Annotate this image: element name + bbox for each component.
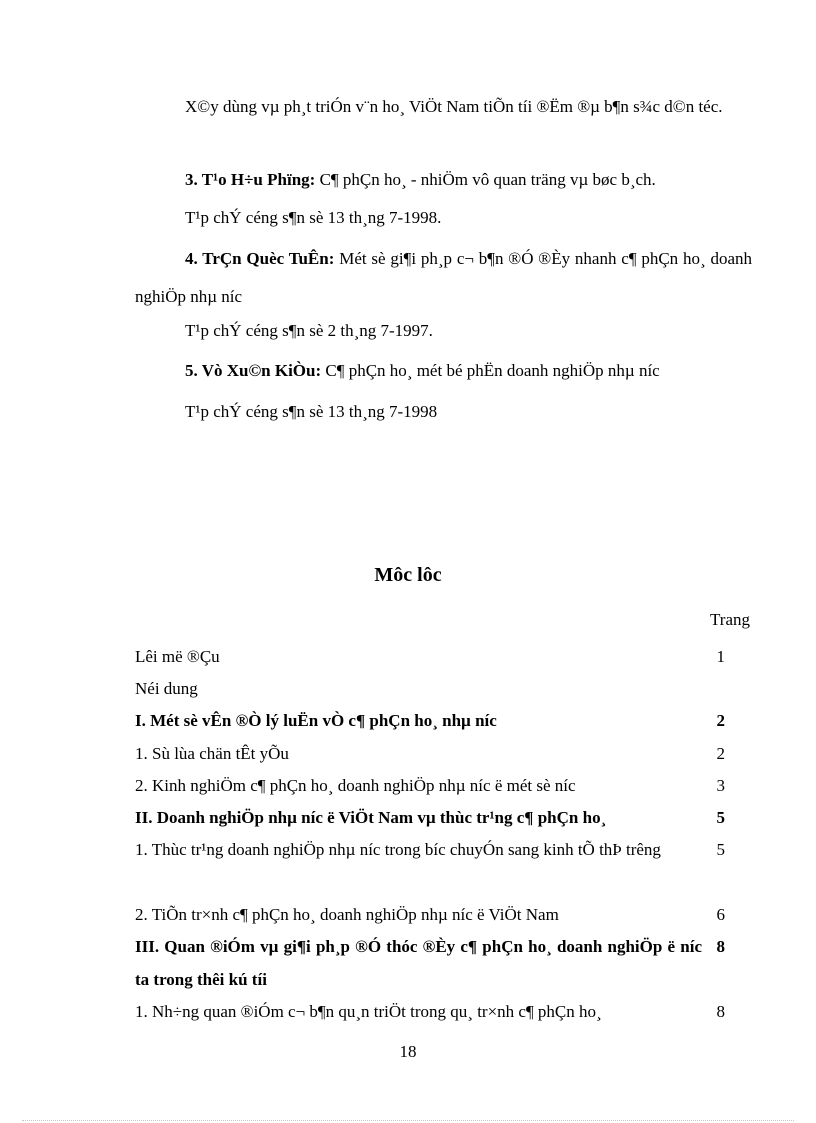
toc-entry[interactable]: [135, 737, 725, 770]
toc-entry-text: 1. Thùc tr¹ng doanh nghiÖp nhµ níc trong bíc chuyÓn sang kinh tÕ thÞ trêng: [135, 840, 661, 859]
toc-entry-text: 2. TiÕn tr×nh c¶ phÇn ho¸ doanh nghiÖp nhµ níc ë ViÖt Nam: [135, 905, 559, 924]
toc-entry-page: 1: [716, 647, 725, 666]
toc-entry-text: Néi dung: [135, 679, 198, 698]
toc-title: Môc lôc: [374, 564, 442, 586]
reference-source: T¹p chÝ céng s¶n sè 13 th¸ng 7-1998.: [185, 208, 442, 227]
reference-item-5: [185, 361, 660, 381]
toc-entry-page: 5: [716, 840, 725, 859]
reference-author: 3. T¹o H÷u Phïng:: [185, 170, 316, 189]
toc-entry-text: 1. Nh÷ng quan ®iÓm c¬ b¶n qu¸n triÖt trong qu¸ tr×nh c¶ phÇn ho¸: [135, 1002, 602, 1021]
reference-author: 4. TrÇn Quèc TuÊn:: [185, 249, 335, 268]
reference-author: 5. Vò Xu©n KiÒu:: [185, 361, 322, 380]
toc-entry-text: 1. Sù lùa chän tÊt yÕu: [135, 744, 289, 763]
toc-entry-page: 6: [716, 905, 725, 924]
toc-entry: [135, 672, 725, 705]
reference-title: C¶ phÇn ho¸ - nhiÖm vô quan träng vµ bøc b¸ch.: [319, 170, 656, 189]
toc-entry-text: II. Doanh nghiÖp nhµ níc ë ViÖt Nam vµ thùc tr¹ng c¶ phÇn ho¸: [135, 808, 607, 827]
page-number: 18: [399, 1042, 417, 1061]
reference-source: T¹p chÝ céng s¶n sè 13 th¸ng 7-1998: [185, 402, 438, 421]
toc-entry-text: Lêi më ®Çu: [135, 647, 220, 666]
toc-page-column-header: Trang: [710, 610, 750, 629]
toc-entry-text: III. Quan ®iÓm vµ gi¶i ph¸p ®Ó thóc ®Èy c¶ phÇn ho¸ doanh nghiÖp ë níc ta trong thêi kú tíi: [135, 937, 702, 989]
toc-entry-page: 2: [716, 744, 725, 763]
reference-intro-paragraph: X©y dùng vµ ph¸t triÓn v¨n ho¸ ViÖt Nam tiÕn tíi ®Ëm ®µ b¶n s¾c d©n téc.: [185, 97, 723, 116]
toc-entry-page: 3: [716, 776, 725, 795]
toc-entry-page: 8: [716, 1002, 725, 1021]
toc-entry[interactable]: [135, 769, 725, 802]
toc-entry-page: 5: [716, 808, 725, 827]
reference-item-3: [185, 170, 656, 190]
toc-entry[interactable]: [135, 995, 725, 1028]
toc-entry-page: 2: [716, 711, 725, 730]
toc-entry-page: 8: [716, 937, 725, 956]
toc-entry-text: I. Mét sè vÊn ®Ò lý luËn vÒ c¶ phÇn ho¸ nhµ níc: [135, 711, 497, 730]
reference-title: Mét sè gi¶i ph¸p c¬ b¶n ®Ó ®Èy nhanh c¶ phÇn ho¸ doanh nghiÖp nhµ níc: [135, 249, 753, 306]
toc-entry-text: 2. Kinh nghiÖm c¶ phÇn ho¸ doanh nghiÖp nhµ níc ë mét sè níc: [135, 776, 576, 795]
reference-item-4: [135, 240, 752, 316]
page-bottom-divider: [22, 1120, 794, 1121]
toc-entry[interactable]: [135, 704, 725, 737]
toc-entry[interactable]: [135, 833, 725, 866]
toc-entry[interactable]: [135, 898, 725, 931]
reference-title: C¶ phÇn ho¸ mét bé phËn doanh nghiÖp nhµ níc: [325, 361, 660, 380]
toc-entry[interactable]: [135, 930, 725, 996]
toc-entry[interactable]: [135, 801, 725, 834]
toc-entry[interactable]: [135, 640, 725, 673]
reference-source: T¹p chÝ céng s¶n sè 2 th¸ng 7-1997.: [185, 321, 433, 340]
